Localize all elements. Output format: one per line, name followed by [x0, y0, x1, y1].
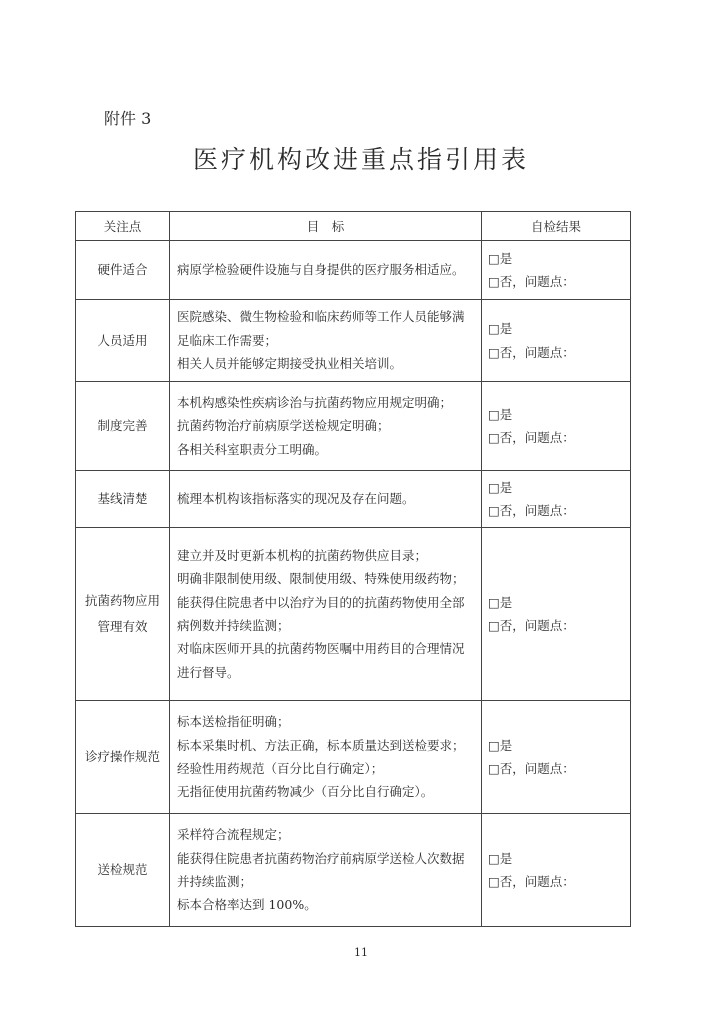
column-header-target: 目 标 — [170, 212, 482, 241]
focus-cell: 硬件适合 — [76, 241, 170, 300]
checkbox-no[interactable]: □否，问题点： — [488, 761, 575, 776]
page-number: 11 — [354, 946, 368, 959]
result-cell — [482, 300, 631, 382]
table-row — [76, 701, 631, 814]
target-line: 明确非限制使用级、限制使用级、特殊使用级药物； — [177, 571, 465, 587]
target-cell — [170, 241, 482, 300]
target-line: 梳理本机构该指标落实的现况及存在问题。 — [177, 491, 415, 507]
table-row — [76, 471, 631, 528]
result-cell — [482, 241, 631, 300]
column-header-result: 自检结果 — [482, 212, 631, 241]
checkbox-no[interactable]: □否，问题点： — [488, 874, 575, 889]
result-cell — [482, 528, 631, 701]
page-title: 医疗机构改进重点指引用表 — [192, 145, 529, 174]
table-row — [76, 528, 631, 701]
checkbox-yes[interactable]: □是 — [488, 250, 513, 266]
target-cell — [170, 528, 482, 701]
target-line: 标本采集时机、方法正确，标本质量达到送检要求； — [177, 737, 465, 753]
target-cell — [170, 701, 482, 814]
target-line: 对临床医师开具的抗菌药物医嘱中用药目的合理情况进行督导。 — [177, 641, 465, 680]
target-cell — [170, 382, 482, 471]
result-cell — [482, 471, 631, 528]
target-line: 本机构感染性疾病诊治与抗菌药物应用规定明确； — [177, 394, 453, 410]
result-cell — [482, 701, 631, 814]
target-cell — [170, 814, 482, 927]
checkbox-no[interactable]: □否，问题点： — [488, 618, 575, 633]
focus-cell: 诊疗操作规范 — [76, 701, 170, 814]
checkbox-no[interactable]: □否，问题点： — [488, 274, 575, 289]
table-row — [76, 382, 631, 471]
target-line: 标本送检指征明确； — [177, 714, 290, 730]
checkbox-yes[interactable]: □是 — [488, 594, 513, 610]
table-row — [76, 241, 631, 300]
target-line: 能获得住院患者中以治疗为目的的抗菌药物使用全部病例数并持续监测； — [177, 594, 465, 633]
checkbox-no[interactable]: □否，问题点： — [488, 430, 575, 445]
target-cell — [170, 300, 482, 382]
target-line: 经验性用药规范（百分比自行确定）； — [177, 761, 384, 776]
table-row — [76, 814, 631, 927]
checkbox-no[interactable]: □否，问题点： — [488, 503, 575, 518]
focus-cell: 制度完善 — [76, 382, 170, 471]
checkbox-yes[interactable]: □是 — [488, 479, 513, 495]
target-line: 医院感染、微生物检验和临床药师等工作人员能够满足临床工作需要； — [177, 309, 465, 348]
checkbox-yes[interactable]: □是 — [488, 321, 513, 337]
target-line: 无指征使用抗菌药物减少（百分比自行确定）。 — [177, 784, 434, 800]
target-line: 相关人员并能够定期接受执业相关培训。 — [177, 356, 403, 372]
target-cell — [170, 471, 482, 528]
checkbox-yes[interactable]: □是 — [488, 737, 513, 753]
focus-cell: 抗菌药物应用管理有效 — [76, 528, 170, 701]
result-cell — [482, 382, 631, 471]
checkbox-no[interactable]: □否，问题点： — [488, 344, 575, 360]
focus-cell: 基线清楚 — [76, 471, 170, 528]
target-line: 病原学检验硬件设施与自身提供的医疗服务相适应。 — [177, 262, 465, 278]
result-cell — [482, 814, 631, 927]
attachment-label: 附件 3 — [104, 109, 152, 128]
target-line: 抗菌药物治疗前病原学送检规定明确； — [177, 418, 390, 434]
focus-cell: 送检规范 — [76, 814, 170, 927]
focus-cell: 人员适用 — [76, 300, 170, 382]
checkbox-yes[interactable]: □是 — [488, 850, 513, 866]
checkbox-yes[interactable]: □是 — [488, 406, 513, 422]
target-line: 标本合格率达到 100%。 — [177, 897, 317, 913]
column-header-focus: 关注点 — [76, 212, 170, 241]
target-line: 各相关科室职责分工明确。 — [177, 441, 328, 457]
table-row — [76, 300, 631, 382]
guide-table — [75, 211, 631, 927]
table-header-row — [76, 212, 631, 241]
target-line: 能获得住院患者抗菌药物治疗前病原学送检人次数据并持续监测； — [177, 850, 465, 889]
target-line: 建立并及时更新本机构的抗菌药物供应目录； — [177, 547, 428, 563]
target-line: 采样符合流程规定； — [177, 827, 290, 843]
